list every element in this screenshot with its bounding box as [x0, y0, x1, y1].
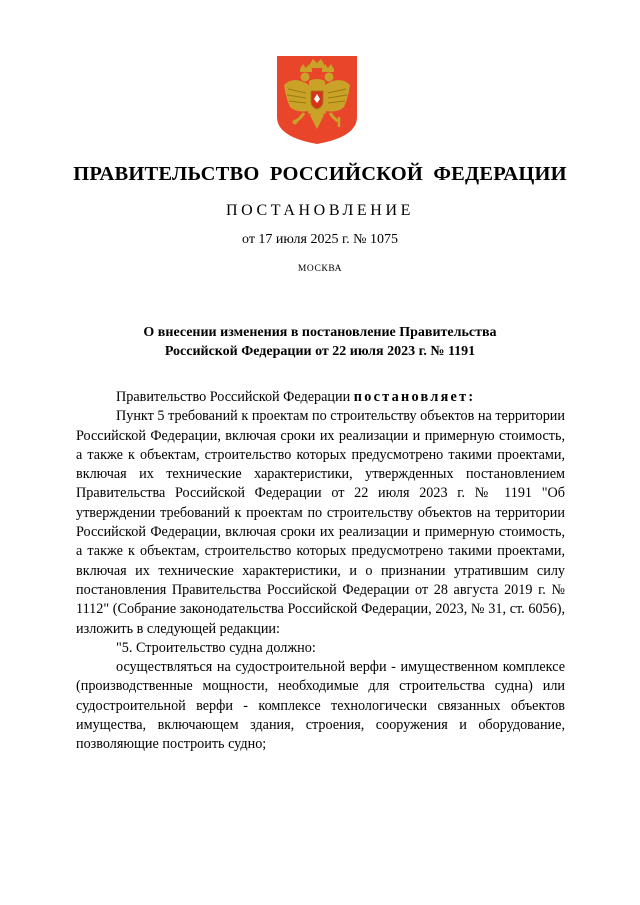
intro-text: Правительство Российской Федерации: [116, 389, 354, 405]
subject-line-1: О внесении изменения в постановление Правительства: [143, 325, 497, 340]
document-body: [76, 388, 565, 755]
document-city: МОСКВА: [297, 264, 343, 274]
intro-paragraph: [76, 388, 565, 407]
paragraph-3: осуществляться на судостроительной верфи - имущественном комплексе (производственные мощности, необходимые для строительства судна) или судостроительной верфи - комплексе технологически связанных объектов имущества, включающем здания, строения, сооружения и оборудование, позволяющие построить судно;: [76, 659, 565, 753]
document-date-number: от 17 июля 2025 г. № 1075: [242, 232, 398, 247]
coat-of-arms-icon: [276, 55, 358, 145]
document-type: ПОСТАНОВЛЕНИЕ: [226, 202, 414, 219]
decree-word: постановляет:: [353, 389, 476, 405]
paragraph-2: "5. Строительство судна должно:: [116, 639, 316, 656]
government-title: ПРАВИТЕЛЬСТВО РОССИЙСКОЙ ФЕДЕРАЦИИ: [73, 163, 567, 185]
paragraph-1: Пункт 5 требований к проектам по строительству объектов на территории Российской Федерации, включая сроки их реализации и примерную стоимость, а также к объектам, строительство которых предусмотрено такими проектами, включая их технические характеристики, утвержденных постановлением Правительства Российской Федерации от 22 июля 2023 г. № 1191 "Об утверждении требований к проектам по строительству объектов на территории Российской Федерации, включая сроки их реализации и примерную стоимость, а также к объектам, строительство которых предусмотрено такими проектами, включая их технические характеристики, и о признании утратившим силу постановления Правительства Российской Федерации от 28 августа 2019 г. № 1112" (Собрание законодательства Российской Федерации, 2023, № 31, ст. 6056), изложить в следующей редакции:: [76, 408, 565, 637]
subject-line-2: Российской Федерации от 22 июля 2023 г. № 1191: [164, 344, 476, 359]
document-subject: [100, 323, 540, 361]
